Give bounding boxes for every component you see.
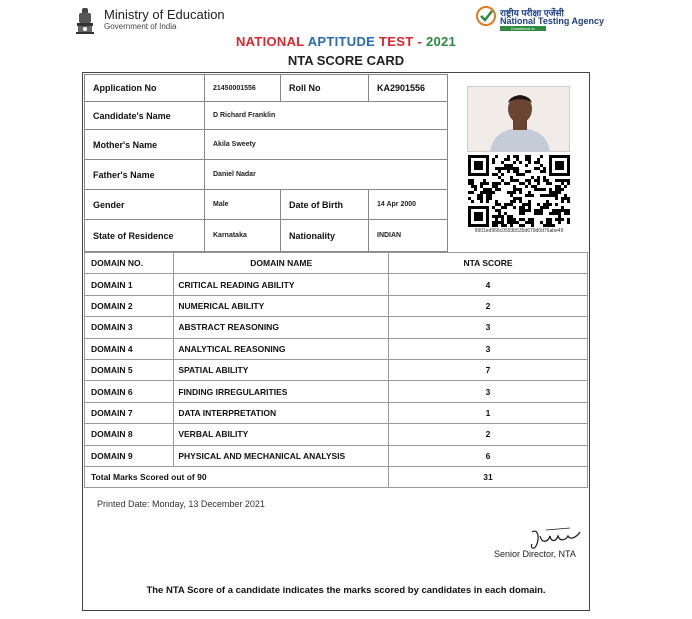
- national-emblem-icon: [72, 6, 98, 36]
- domain-name: SPATIAL ABILITY: [174, 359, 389, 380]
- score-row: [85, 338, 588, 359]
- domain-score: 3: [389, 317, 588, 338]
- total-row: [85, 466, 588, 487]
- header-domain-no: DOMAIN NO.: [85, 253, 174, 274]
- domain-name: FINDING IRREGULARITIES: [174, 381, 389, 402]
- candidate-photo: [467, 86, 570, 152]
- exam-title-part-4: 2021: [425, 34, 457, 49]
- score-table: [84, 252, 588, 488]
- signature-image: [526, 524, 586, 552]
- domain-name: ANALYTICAL REASONING: [174, 338, 389, 359]
- score-table-body: [85, 274, 588, 467]
- domain-score: 7: [389, 359, 588, 380]
- domain-no: DOMAIN 2: [85, 295, 174, 316]
- domain-no: DOMAIN 8: [85, 424, 174, 445]
- domain-no: DOMAIN 6: [85, 381, 174, 402]
- domain-score: 3: [389, 381, 588, 402]
- nta-tagline: Excellence in Assessment: [500, 26, 546, 31]
- dob-value: 14 Apr 2000: [368, 189, 448, 220]
- domain-no: DOMAIN 5: [85, 359, 174, 380]
- residence-value: Karnataka: [204, 219, 281, 252]
- exam-title-part-2: APTITUDE: [307, 34, 380, 49]
- domain-no: DOMAIN 9: [85, 445, 174, 466]
- domain-name: DATA INTERPRETATION: [174, 402, 389, 423]
- domain-name: NUMERICAL ABILITY: [174, 295, 389, 316]
- mother-name-label: Mother's Name: [84, 129, 205, 160]
- domain-name: PHYSICAL AND MECHANICAL ANALYSIS: [174, 445, 389, 466]
- domain-score: 3: [389, 338, 588, 359]
- header-nta-score: NTA SCORE: [389, 253, 588, 274]
- gender-value: Male: [204, 189, 281, 220]
- qr-code-text: 9901ed966c0593b535d679d0d76abe49: [474, 228, 564, 234]
- nationality-value: INDIAN: [368, 219, 448, 252]
- score-row: [85, 359, 588, 380]
- domain-name: CRITICAL READING ABILITY: [174, 274, 389, 295]
- roll-no-label: Roll No: [280, 74, 369, 102]
- candidate-name-value: D Richard Franklin: [204, 101, 448, 130]
- domain-score: 2: [389, 295, 588, 316]
- gender-label: Gender: [84, 189, 205, 220]
- domain-score: 4: [389, 274, 588, 295]
- domain-no: DOMAIN 3: [85, 317, 174, 338]
- domain-score: 2: [389, 424, 588, 445]
- nta-hindi-name: राष्ट्रीय परीक्षा एजेंसी: [500, 8, 564, 18]
- exam-title-part-1: NATIONAL: [235, 34, 308, 49]
- domain-no: DOMAIN 4: [85, 338, 174, 359]
- domain-name: VERBAL ABILITY: [174, 424, 389, 445]
- application-no-label: Application No: [84, 74, 205, 102]
- score-row: [85, 381, 588, 402]
- nta-english-name: National Testing Agency: [500, 16, 605, 26]
- header-domain-name: DOMAIN NAME: [174, 253, 389, 274]
- printed-date: Printed Date: Monday, 13 December 2021: [97, 499, 265, 509]
- domain-name: ABSTRACT REASONING: [174, 317, 389, 338]
- domain-score: 6: [389, 445, 588, 466]
- qr-code: [468, 155, 570, 227]
- score-note: The NTA Score of a candidate indicates the marks scored by candidates in each domain.: [146, 585, 546, 596]
- father-name-label: Father's Name: [84, 159, 205, 190]
- mother-name-value: Akila Sweety: [204, 129, 448, 160]
- candidate-name-label: Candidate's Name: [84, 101, 205, 130]
- exam-title-part-3: TEST -: [379, 34, 426, 49]
- person-silhouette-icon: [468, 87, 570, 152]
- residence-label: State of Residence: [84, 219, 205, 252]
- application-no-value: 21450001556: [204, 74, 281, 102]
- signatory-title: Senior Director, NTA: [494, 549, 576, 559]
- score-row: [85, 445, 588, 466]
- score-row: [85, 402, 588, 423]
- score-row: [85, 317, 588, 338]
- score-row: [85, 424, 588, 445]
- score-row: [85, 274, 588, 295]
- score-row: [85, 295, 588, 316]
- total-value: 31: [389, 466, 588, 487]
- domain-no: DOMAIN 1: [85, 274, 174, 295]
- exam-title: [0, 34, 692, 49]
- domain-no: DOMAIN 7: [85, 402, 174, 423]
- father-name-value: Daniel Nadar: [204, 159, 448, 190]
- roll-no-value: KA2901556: [368, 74, 448, 102]
- total-label: Total Marks Scored out of 90: [85, 466, 389, 487]
- dob-label: Date of Birth: [280, 189, 369, 220]
- nationality-label: Nationality: [280, 219, 369, 252]
- nta-logo-icon: [476, 6, 496, 26]
- domain-score: 1: [389, 402, 588, 423]
- ministry-title: Ministry of Education: [104, 7, 225, 22]
- ministry-subtitle: Government of India: [104, 22, 177, 31]
- score-card-title: NTA SCORE CARD: [287, 53, 405, 68]
- score-table-header-row: [85, 253, 588, 274]
